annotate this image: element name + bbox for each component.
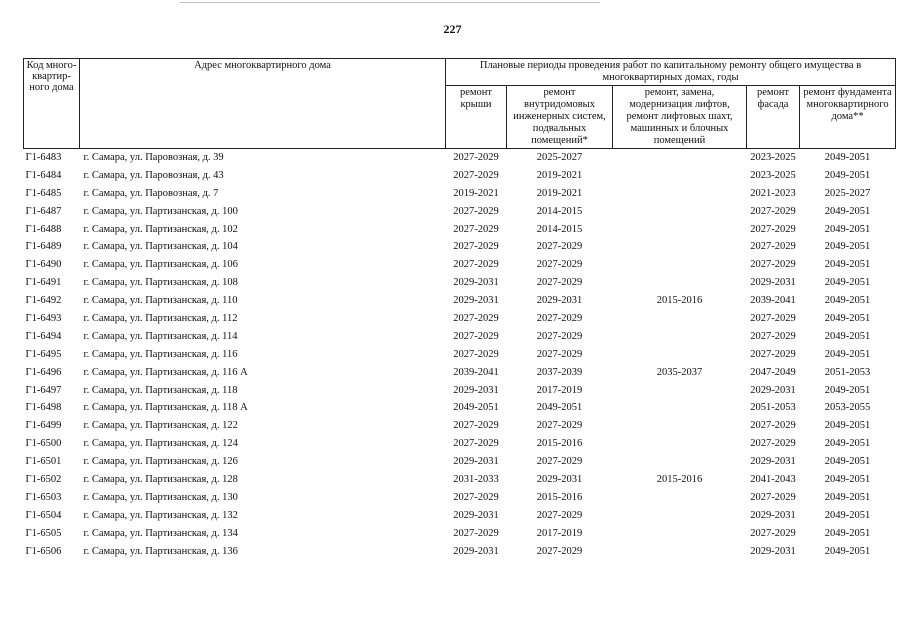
foundation-period: 2049-2051 [824, 348, 871, 360]
table-row [24, 238, 896, 256]
foundation-period: 2049-2051 [824, 473, 871, 485]
foundation-period: 2049-2051 [824, 456, 871, 468]
foundation-period: 2049-2051 [824, 527, 871, 539]
facade-period: 2023-2025 [750, 151, 796, 163]
header-code: Код много-квартир-ного дома [24, 59, 80, 149]
header-address: Адрес многоквартирного дома [80, 59, 446, 149]
page-number: 227 [443, 22, 462, 36]
house-code: Г1-6495 [25, 348, 62, 360]
house-address: г. Самара, ул. Паровозная, д. 39 [83, 151, 224, 163]
systems-period: 2027-2029 [536, 545, 583, 557]
elevators-period [613, 185, 747, 203]
house-code: Г1-6497 [25, 384, 62, 396]
facade-period: 2027-2029 [750, 205, 796, 217]
house-code: Г1-6502 [25, 473, 62, 485]
elevators-period [613, 238, 747, 256]
house-code: Г1-6491 [25, 277, 62, 289]
facade-period: 2027-2029 [750, 348, 796, 360]
house-address: г. Самара, ул. Партизанская, д. 112 [83, 312, 238, 324]
elevators-period [613, 203, 747, 221]
house-address: г. Самара, ул. Партизанская, д. 130 [83, 491, 238, 503]
systems-period: 2027-2029 [536, 420, 583, 432]
house-address: г. Самара, ул. Партизанская, д. 122 [83, 420, 238, 432]
house-code: Г1-6485 [25, 187, 62, 199]
facade-period: 2029-2031 [750, 277, 796, 289]
house-address: г. Самара, ул. Партизанская, д. 118 [83, 384, 238, 396]
foundation-period: 2049-2051 [824, 509, 871, 521]
house-code: Г1-6492 [25, 295, 62, 307]
elevators-period [613, 435, 747, 453]
foundation-period: 2025-2027 [824, 187, 871, 199]
roof-period: 2027-2029 [453, 491, 499, 503]
table-row [24, 185, 896, 203]
systems-period: 2027-2029 [536, 241, 583, 253]
foundation-period: 2049-2051 [824, 545, 871, 557]
house-address: г. Самара, ул. Партизанская, д. 132 [83, 509, 238, 521]
elevators-period [613, 346, 747, 364]
systems-period: 2019-2021 [536, 169, 583, 181]
elevators-period [613, 453, 747, 471]
house-code: Г1-6506 [25, 545, 62, 557]
facade-period: 2039-2041 [750, 295, 796, 307]
foundation-period: 2049-2051 [824, 491, 871, 503]
table-row [24, 310, 896, 328]
foundation-period: 2049-2051 [824, 277, 871, 289]
table-body [24, 149, 896, 561]
roof-period: 2027-2029 [453, 330, 499, 342]
foundation-period: 2049-2051 [824, 241, 871, 253]
elevators-period [613, 507, 747, 525]
elevators-period [613, 399, 747, 417]
table-row [24, 364, 896, 382]
systems-period: 2014-2015 [536, 205, 583, 217]
elevators-period [613, 417, 747, 435]
house-address: г. Самара, ул. Партизанская, д. 108 [83, 277, 238, 289]
table-row [24, 525, 896, 543]
house-address: г. Самара, ул. Партизанская, д. 114 [83, 330, 238, 342]
roof-period: 2031-2033 [453, 473, 499, 485]
systems-period: 2029-2031 [536, 295, 583, 307]
foundation-period: 2051-2053 [824, 366, 871, 378]
roof-period: 2027-2029 [453, 312, 499, 324]
foundation-period: 2049-2051 [824, 420, 871, 432]
house-code: Г1-6499 [25, 420, 62, 432]
facade-period: 2027-2029 [750, 491, 796, 503]
facade-period: 2041-2043 [750, 473, 796, 485]
house-code: Г1-6501 [25, 456, 62, 468]
facade-period: 2027-2029 [750, 241, 796, 253]
house-address: г. Самара, ул. Партизанская, д. 118 А [83, 402, 248, 414]
table-row [24, 382, 896, 400]
header-foundation: ремонт фундамента многоквартирного дома** [800, 86, 896, 149]
facade-period: 2051-2053 [750, 402, 796, 414]
facade-period: 2027-2029 [750, 420, 796, 432]
house-address: г. Самара, ул. Партизанская, д. 110 [83, 295, 238, 307]
header-systems: ремонт внутридомовых инженерных систем, подвальных помещений* [507, 86, 613, 149]
elevators-period [613, 489, 747, 507]
house-code: Г1-6500 [25, 438, 62, 450]
foundation-period: 2049-2051 [824, 438, 871, 450]
roof-period: 2027-2029 [453, 223, 499, 235]
elevators-period: 2015-2016 [656, 295, 703, 307]
table-row [24, 292, 896, 310]
table-row [24, 346, 896, 364]
systems-period: 2015-2016 [536, 491, 583, 503]
house-code: Г1-6494 [25, 330, 62, 342]
house-code: Г1-6484 [25, 169, 62, 181]
header-roof: ремонт крыши [446, 86, 507, 149]
house-code: Г1-6503 [25, 491, 62, 503]
elevators-period: 2035-2037 [656, 366, 703, 378]
house-address: г. Самара, ул. Партизанская, д. 104 [83, 241, 238, 253]
table-row [24, 167, 896, 185]
house-code: Г1-6487 [25, 205, 62, 217]
house-address: г. Самара, ул. Партизанская, д. 128 [83, 473, 238, 485]
systems-period: 2027-2029 [536, 509, 583, 521]
table-row [24, 417, 896, 435]
systems-period: 2027-2029 [536, 348, 583, 360]
elevators-period [613, 149, 747, 167]
house-address: г. Самара, ул. Партизанская, д. 124 [83, 438, 238, 450]
roof-period: 2019-2021 [453, 187, 499, 199]
roof-period: 2027-2029 [453, 348, 499, 360]
foundation-period: 2049-2051 [824, 205, 871, 217]
facade-period: 2021-2023 [750, 187, 796, 199]
facade-period: 2029-2031 [750, 384, 796, 396]
roof-period: 2027-2029 [453, 259, 499, 271]
table-row [24, 203, 896, 221]
elevators-period [613, 525, 747, 543]
house-address: г. Самара, ул. Партизанская, д. 136 [83, 545, 238, 557]
roof-period: 2027-2029 [453, 151, 499, 163]
facade-period: 2023-2025 [750, 169, 796, 181]
table-row [24, 399, 896, 417]
systems-period: 2017-2019 [536, 527, 583, 539]
elevators-period [613, 274, 747, 292]
systems-period: 2019-2021 [536, 187, 583, 199]
table-row [24, 489, 896, 507]
facade-period: 2029-2031 [750, 509, 796, 521]
systems-period: 2049-2051 [536, 402, 583, 414]
elevators-period [613, 256, 747, 274]
header-elevators: ремонт, замена, модернизация лифтов, ремонт лифтовых шахт, машинных и блочных помещений [613, 86, 747, 149]
elevators-period [613, 382, 747, 400]
house-code: Г1-6489 [25, 241, 62, 253]
foundation-period: 2049-2051 [824, 330, 871, 342]
header-facade: ремонт фасада [747, 86, 800, 149]
house-code: Г1-6493 [25, 312, 62, 324]
house-address: г. Самара, ул. Партизанская, д. 126 [83, 456, 238, 468]
house-address: г. Самара, ул. Партизанская, д. 102 [83, 223, 238, 235]
house-code: Г1-6483 [25, 151, 62, 163]
foundation-period: 2049-2051 [824, 223, 871, 235]
house-address: г. Самара, ул. Партизанская, д. 116 А [83, 366, 248, 378]
elevators-period [613, 221, 747, 239]
elevators-period [613, 310, 747, 328]
table-row [24, 149, 896, 167]
table-row [24, 328, 896, 346]
systems-period: 2027-2029 [536, 259, 583, 271]
roof-period: 2029-2031 [453, 295, 499, 307]
facade-period: 2027-2029 [750, 438, 796, 450]
roof-period: 2029-2031 [453, 456, 499, 468]
foundation-period: 2049-2051 [824, 151, 871, 163]
systems-period: 2025-2027 [536, 151, 583, 163]
table-row [24, 221, 896, 239]
foundation-period: 2053-2055 [824, 402, 871, 414]
elevators-period [613, 167, 747, 185]
systems-period: 2027-2029 [536, 456, 583, 468]
roof-period: 2027-2029 [453, 420, 499, 432]
roof-period: 2027-2029 [453, 241, 499, 253]
house-code: Г1-6505 [25, 527, 62, 539]
facade-period: 2029-2031 [750, 545, 796, 557]
house-code: Г1-6498 [25, 402, 62, 414]
house-address: г. Самара, ул. Партизанская, д. 106 [83, 259, 238, 271]
foundation-period: 2049-2051 [824, 169, 871, 181]
table-row [24, 543, 896, 561]
table-row [24, 435, 896, 453]
facade-period: 2027-2029 [750, 259, 796, 271]
house-address: г. Самара, ул. Паровозная, д. 43 [83, 169, 224, 181]
table-row [24, 453, 896, 471]
table-row [24, 471, 896, 489]
systems-period: 2037-2039 [536, 366, 583, 378]
scan-top-line [180, 2, 600, 3]
elevators-period [613, 543, 747, 561]
systems-period: 2015-2016 [536, 438, 583, 450]
systems-period: 2017-2019 [536, 384, 583, 396]
facade-period: 2027-2029 [750, 527, 796, 539]
house-code: Г1-6490 [25, 259, 62, 271]
header-periods: Плановые периоды проведения работ по капитальному ремонту общего имущества в многоквартирных домах, годы [446, 59, 896, 86]
foundation-period: 2049-2051 [824, 312, 871, 324]
facade-period: 2027-2029 [750, 330, 796, 342]
facade-period: 2027-2029 [750, 312, 796, 324]
foundation-period: 2049-2051 [824, 259, 871, 271]
roof-period: 2027-2029 [453, 205, 499, 217]
house-code: Г1-6496 [25, 366, 62, 378]
house-address: г. Самара, ул. Партизанская, д. 134 [83, 527, 238, 539]
roof-period: 2029-2031 [453, 545, 499, 557]
repair-schedule-table [23, 58, 896, 560]
elevators-period: 2015-2016 [656, 473, 703, 485]
roof-period: 2027-2029 [453, 438, 499, 450]
systems-period: 2014-2015 [536, 223, 583, 235]
systems-period: 2027-2029 [536, 277, 583, 289]
systems-period: 2029-2031 [536, 473, 583, 485]
table-row [24, 274, 896, 292]
roof-period: 2039-2041 [453, 366, 499, 378]
systems-period: 2027-2029 [536, 312, 583, 324]
house-address: г. Самара, ул. Партизанская, д. 100 [83, 205, 238, 217]
facade-period: 2027-2029 [750, 223, 796, 235]
foundation-period: 2049-2051 [824, 295, 871, 307]
roof-period: 2029-2031 [453, 277, 499, 289]
table-row [24, 507, 896, 525]
elevators-period [613, 328, 747, 346]
table-row [24, 256, 896, 274]
facade-period: 2029-2031 [750, 456, 796, 468]
roof-period: 2027-2029 [453, 169, 499, 181]
house-address: г. Самара, ул. Паровозная, д. 7 [83, 187, 219, 199]
systems-period: 2027-2029 [536, 330, 583, 342]
house-address: г. Самара, ул. Партизанская, д. 116 [83, 348, 238, 360]
roof-period: 2049-2051 [453, 402, 499, 414]
house-code: Г1-6488 [25, 223, 62, 235]
house-code: Г1-6504 [25, 509, 62, 521]
foundation-period: 2049-2051 [824, 384, 871, 396]
roof-period: 2027-2029 [453, 527, 499, 539]
facade-period: 2047-2049 [750, 366, 796, 378]
roof-period: 2029-2031 [453, 384, 499, 396]
roof-period: 2029-2031 [453, 509, 499, 521]
